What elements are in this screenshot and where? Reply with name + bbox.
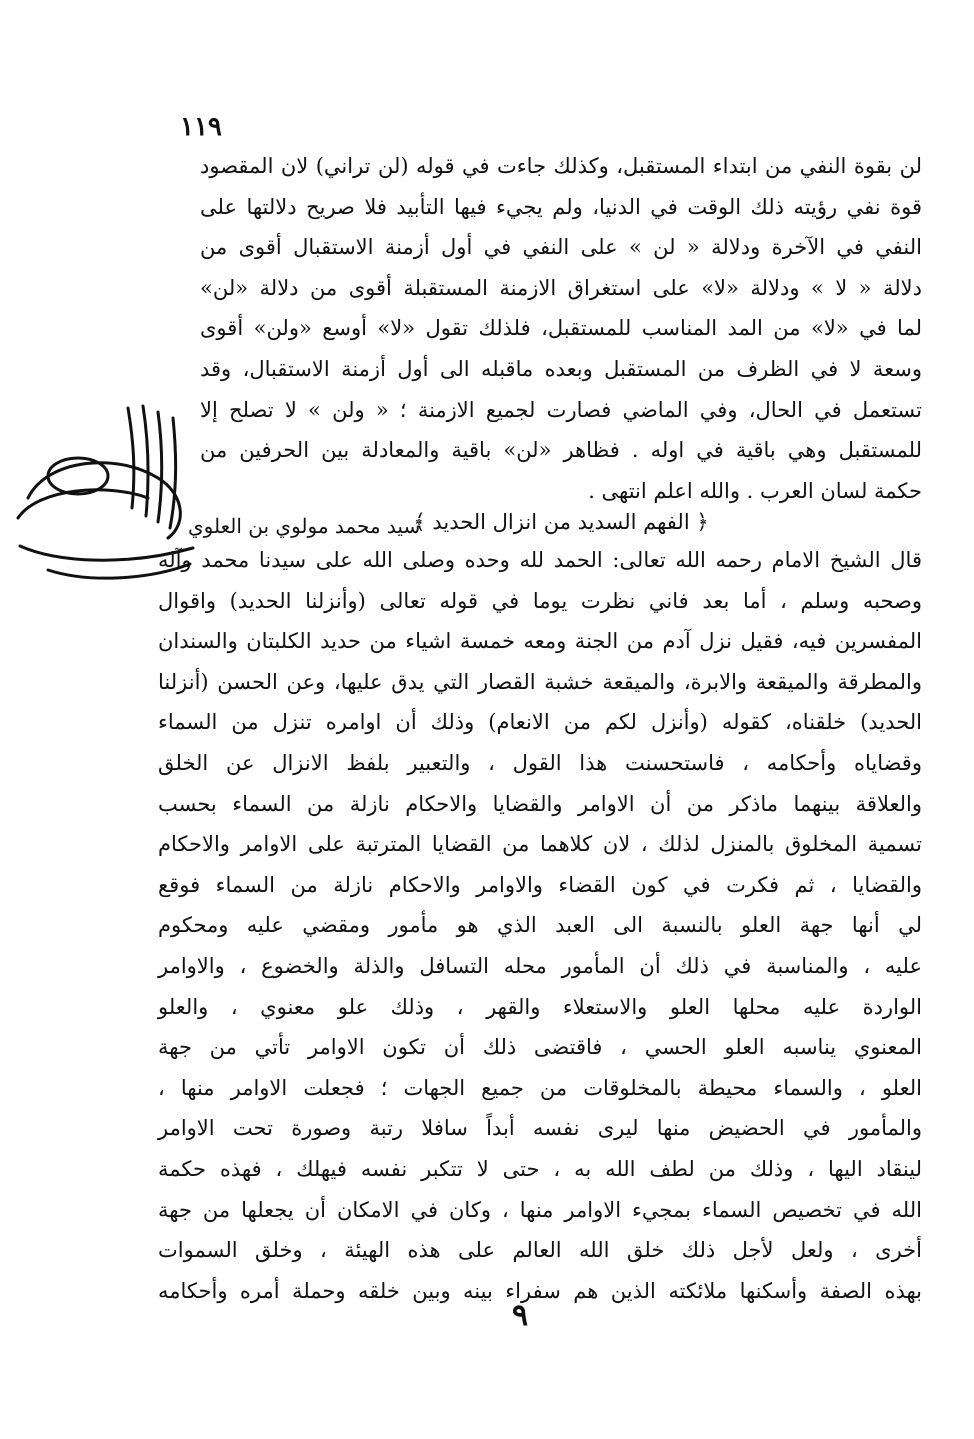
text-line: لي أنها جهة العلو بالنسبة الى العبد الذي هو مأمور ومقضي عليه ومحكوم [158, 913, 922, 938]
text-line: والعلاقة بينهما ماذكر من أن الاوامر والقضايا والاحكام نازلة من السماء بحسب [158, 791, 922, 816]
upper-paragraph [200, 146, 922, 511]
text-line: المفسرين فيه، فقيل نزل آدم من الجنة ومعه خمسة اشياء من حديد الكلبتان والسندان [158, 629, 922, 654]
text-line: الواردة عليه محلها العلو والاستعلاء والقهر ، وذلك علو معنوي ، والعلو [158, 994, 922, 1019]
text-line: للمستقبل وهي باقية في اوله . فظاهر «لن» باقية والمعادلة بين الحرفين من [200, 438, 922, 463]
text-line: العلو ، والسماء محيطة بالمخلوقات من جميع الجهات ؛ فجعلت الاوامر منها ، [158, 1075, 922, 1100]
page-number-bottom: ٩ [511, 1298, 529, 1333]
text-line: والمطرقة والميقعة والابرة، والميقعة خشبة القصار التي يدق عليها، وعن الحسن (أنزلنا [158, 669, 922, 694]
text-line: وسعة لا في الظرف من المستقبل وبعده ماقبله الى أول أزمنة الاستقبال، وقد [200, 356, 922, 381]
text-line: بهذه الصفة وأسكنها ملائكته الذين هم سفراء بينه وبين خلقه وحملة أمره وأحكامه [158, 1278, 922, 1303]
text-line: وقضاياه وأحكامه ، فاستحسنت هذا القول ، والتعبير بلفظ الانزال عن الخلق [158, 750, 922, 775]
text-line: قوة نفي رؤيته ذلك الوقت في الدنيا، ولم يجيء فيها التأبيد فلا صريح دلالتها على [200, 194, 922, 219]
text-line: الله في تخصيص السماء بمجيء الاوامر منها ، وكان في الامكان أن يجعلها من جهة [158, 1197, 922, 1222]
calligraphic-seal [8, 398, 421, 598]
text-line: تستعمل في الحال، وفي الماضي فصارت لجميع الازمنة ؛ « ولن » لا تصلح إلا [200, 397, 922, 422]
text-line: أخرى ، ولعل لأجل ذلك خلق الله العالم على هذه الهيئة ، وخلق السموات [158, 1238, 922, 1263]
text-line: قال الشيخ الامام رحمه الله تعالى: الحمد لله وحده وصلى الله على سيدنا محمد وآله [158, 548, 922, 572]
text-line: والمأمور في الحضيض منها ليرى نفسه أبداً سافلا رتبة وصورة تحت الاوامر [158, 1116, 922, 1141]
text-line: عليه ، والمناسبة في ذلك أن المأمور محله التسافل والذلة والخضوع ، والاوامر [158, 953, 922, 978]
text-line: لما في «لا» من المد المناسب للمستقبل، فلذلك تقول «لا» أوسع «ولن» أقوى [200, 316, 922, 341]
page-number-top: ١١٩ [180, 112, 222, 142]
text-line: حكمة لسان العرب . والله اعلم انتهى . [588, 478, 922, 503]
text-line: النفي في الآخرة ودلالة « لن » على النفي في أول أزمنة الاستقبال أقوى من [200, 235, 922, 260]
text-line: لينقاد اليها ، وذلك من لطف الله به ، حتى لا تتكبر نفسه فيهلك ، فهذه حكمة [158, 1156, 922, 1181]
lower-paragraph [158, 540, 922, 1311]
text-line: المعنوي يناسبه العلو الحسي ، فاقتضى ذلك أن تكون الاوامر تأتي من جهة [158, 1035, 922, 1060]
section-heading: ﴿ الفهم السديد من انزال الحديد ﴾ [413, 510, 709, 534]
text-line: لن بقوة النفي من ابتداء المستقبل، وكذلك جاءت في قوله (لن تراني) لان المقصود [200, 154, 922, 178]
text-line: وصحبه وسلم ، أما بعد فاني نظرت يوما في قوله تعالى (وأنزلنا الحديد) واقوال [158, 588, 922, 613]
text-line: دلالة « لا » ودلالة «لا» على استغراق الازمنة المستقبلة أقوى من دلالة «لن» [200, 275, 922, 300]
text-line: تسمية المخلوق بالمنزل لذلك ، لان كلاهما من القضايا المترتبة على الاوامر والاحكام [158, 832, 922, 857]
text-line: والقضايا ، ثم فكرت في كون القضاء والاوامر والاحكام نازلة من السماء فوقع [158, 872, 922, 897]
seal-text: سيد محمد مولوي بن العلوي [188, 514, 421, 538]
text-line: الحديد) خلقناه، كقوله (وأنزل لكم من الانعام) وذلك أن اوامره تنزل من السماء [158, 710, 922, 735]
